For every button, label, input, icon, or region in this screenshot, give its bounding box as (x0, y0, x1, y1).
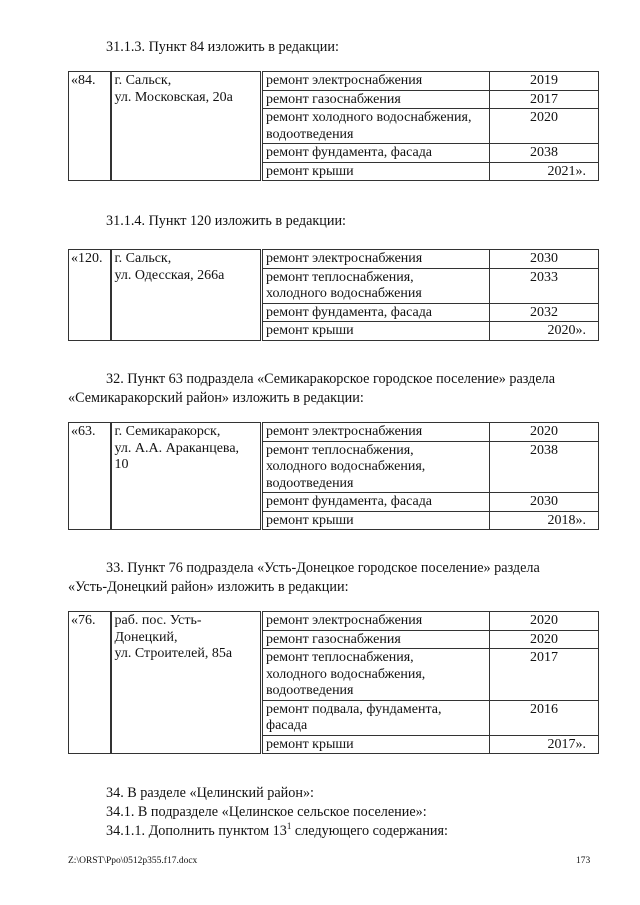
work-cell (262, 493, 490, 512)
work-cell (262, 268, 490, 303)
year-cell: 2017 (490, 90, 599, 109)
work-line: фасада (266, 718, 308, 733)
work-cell (262, 735, 490, 754)
item-number: «63. (69, 423, 111, 530)
work-line: водоотведения (266, 126, 354, 142)
file-path: Z:\ORST\Ppo\0512p355.f17.docx (68, 856, 198, 866)
address-line: Донецкий, (114, 629, 178, 645)
item-34-1: 34.1. В подразделе «Целинское сельское поселение»: (106, 804, 427, 820)
work-cell (262, 162, 490, 181)
work-line: водоотведения (266, 475, 354, 491)
item-text: 34.1.1. Дополнить пунктом 13 (106, 823, 287, 839)
work-cell (262, 250, 490, 269)
year-cell: 2038 (490, 144, 599, 163)
work-cell (262, 441, 490, 493)
address-line: 10 (114, 457, 129, 472)
work-cell (262, 423, 490, 442)
work-cell (262, 322, 490, 341)
work-line: ремонт крыши (266, 512, 354, 528)
address-line: ул. А.А. Араканцева, (114, 440, 240, 456)
work-line: ремонт холодного водоснабжения, (266, 110, 472, 125)
work-cell (262, 72, 490, 91)
table-row (69, 250, 599, 269)
year-cell: 2030 (490, 250, 599, 269)
address-line: г. Семикаракорск, (114, 424, 221, 439)
year-cell: 2033 (490, 268, 599, 303)
page-number: 173 (576, 856, 591, 866)
work-cell (262, 511, 490, 530)
work-line: ремонт электроснабжения (266, 613, 423, 628)
work-cell (262, 700, 490, 735)
year-cell: 2032 (490, 303, 599, 322)
work-line: ремонт теплоснабжения, (266, 650, 414, 665)
address-line: ул. Строителей, 85а (114, 646, 233, 661)
address-line: ул. Московская, 20а (114, 89, 233, 105)
repair-table (68, 71, 599, 181)
work-line: ремонт крыши (266, 323, 354, 338)
work-line: ремонт крыши (266, 736, 354, 752)
section-heading: 31.1.4. Пункт 120 изложить в редакции: (106, 213, 346, 229)
year-cell: 2016 (490, 700, 599, 735)
year-cell: 2020 (490, 423, 599, 442)
work-line: ремонт теплоснабжения, (266, 442, 414, 458)
address-line: г. Сальск, (114, 73, 172, 88)
address-cell (111, 250, 262, 341)
repair-table (68, 249, 599, 341)
work-line: ремонт электроснабжения (266, 251, 423, 266)
table-row (69, 612, 599, 631)
item-34: 34. В разделе «Целинский район»: (106, 785, 314, 801)
work-line: ремонт газоснабжения (266, 91, 401, 107)
table-row (69, 423, 599, 442)
address-cell (111, 423, 262, 530)
section-heading-cont: «Усть-Донецкий район» изложить в редакции: (68, 579, 349, 595)
work-line: ремонт фундамента, фасада (266, 494, 433, 509)
year-cell: 2038 (490, 441, 599, 493)
work-line: ремонт фундамента, фасада (266, 145, 433, 160)
heading-line: 32. Пункт 63 подраздела «Семикаракорское городское поселение» раздела (106, 371, 556, 387)
year-cell: 2018». (490, 511, 599, 530)
repair-table (68, 611, 599, 754)
work-cell (262, 90, 490, 109)
address-cell (111, 612, 262, 754)
address-cell (111, 72, 262, 181)
work-line: холодного водоснабжения, (266, 459, 426, 474)
year-cell: 2017 (490, 649, 599, 701)
work-cell (262, 649, 490, 701)
item-number: «84. (69, 72, 111, 181)
year-cell: 2020 (490, 630, 599, 649)
work-line: ремонт подвала, фундамента, (266, 701, 442, 717)
address-line: раб. пос. Усть- (114, 613, 202, 628)
section-heading: 31.1.3. Пункт 84 изложить в редакции: (106, 39, 339, 55)
item-text: следующего содержания: (291, 823, 448, 839)
address-line: ул. Одесская, 266а (114, 267, 225, 283)
work-line: ремонт крыши (266, 163, 354, 179)
item-34-1-1 (106, 822, 448, 841)
year-cell: 2017». (490, 735, 599, 754)
section-heading-cont: «Семикаракорский район» изложить в редакции: (68, 390, 364, 406)
item-number: «76. (69, 612, 111, 754)
year-cell: 2021». (490, 162, 599, 181)
work-line: ремонт газоснабжения (266, 631, 401, 647)
address-line: г. Сальск, (114, 251, 172, 266)
work-line: ремонт электроснабжения (266, 424, 423, 439)
work-line: ремонт теплоснабжения, (266, 269, 414, 285)
superscript: 1 (286, 821, 292, 831)
work-cell (262, 109, 490, 144)
section-heading (68, 559, 594, 578)
item-number: «120. (69, 250, 111, 341)
work-cell (262, 144, 490, 163)
heading-line: 33. Пункт 76 подраздела «Усть-Донецкое городское поселение» раздела (106, 560, 540, 576)
year-cell: 2020». (490, 322, 599, 341)
repair-table (68, 422, 599, 530)
work-line: ремонт фундамента, фасада (266, 304, 433, 320)
work-line: холодного водоснабжения, (266, 666, 426, 682)
work-cell (262, 612, 490, 631)
year-cell: 2030 (490, 493, 599, 512)
work-line: холодного водоснабжения (266, 286, 422, 301)
year-cell: 2020 (490, 612, 599, 631)
table-row (69, 72, 599, 91)
year-cell: 2019 (490, 72, 599, 91)
work-cell (262, 303, 490, 322)
work-line: водоотведения (266, 683, 354, 698)
work-line: ремонт электроснабжения (266, 73, 423, 88)
year-cell: 2020 (490, 109, 599, 144)
section-heading (68, 370, 594, 389)
work-cell (262, 630, 490, 649)
